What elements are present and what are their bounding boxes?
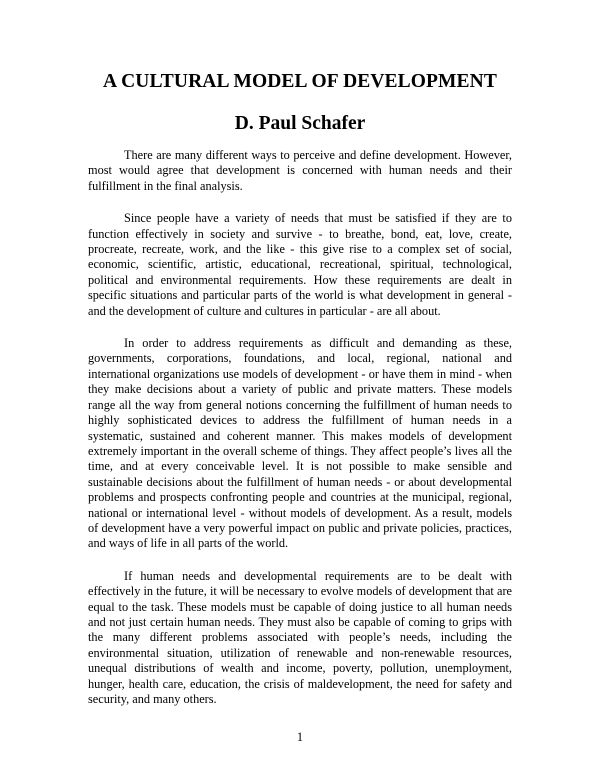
document-author: D. Paul Schafer (234, 113, 366, 134)
paragraph-4: If human needs and developmental requirements are to be dealt with effectively in the future, it will be necessary to evolve models of development that are equal to the task. These models must be capable of doing justice to all human needs and not just certain human needs. They must also be capable of coming to grips with the many different problems associated with people’s needs, including the environmental situation, utilization of renewable and non-renewable resources, unequal distributions of wealth and income, poverty, pollution, unemployment, hunger, health care, education, the crisis of maldevelopment, the need for safety and security, and many others. (88, 568, 512, 706)
document-body (88, 148, 512, 724)
page-number: 1 (296, 730, 304, 744)
paragraph-1: There are many different ways to perceive and define development. However, most would agree that development is concerned with human needs and their fulfillment in the final analysis. (88, 148, 512, 193)
document-title: A CULTURAL MODEL OF DEVELOPMENT (103, 71, 497, 92)
paragraph-2: Since people have a variety of needs that must be satisfied if they are to function effectively in society and survive - to breathe, bond, eat, love, create, procreate, recreate, work, and the like - this give rise to a complex set of social, economic, scientific, artistic, educational, recreational, spiritual, technological, political and environmental requirements. How these requirements are dealt in specific situations and particular parts of the world is what development in general - and the development of culture and cultures in particular - are all about. (88, 211, 512, 318)
paragraph-3: In order to address requirements as difficult and demanding as these, governments, corporations, foundations, and local, regional, national and international organizations use models of development - or have them in mind - when they make decisions about a variety of public and private matters. These models range all the way from general notions concerning the fulfillment of human needs to highly sophisticated devices to address the fulfillment of human needs in a systematic, sustained and coherent manner. This makes models of development extremely important in the overall scheme of things. They affect people’s lives all the time, and at every conceivable level. It is not possible to make sensible and sustainable decisions about the fulfillment of human needs - or about developmental problems and prospects confronting people and countries at the municipal, regional, national or international level - without models of development. As a result, models of development have a very powerful impact on public and private policies, practices, and ways of life in all parts of the world. (88, 336, 512, 551)
